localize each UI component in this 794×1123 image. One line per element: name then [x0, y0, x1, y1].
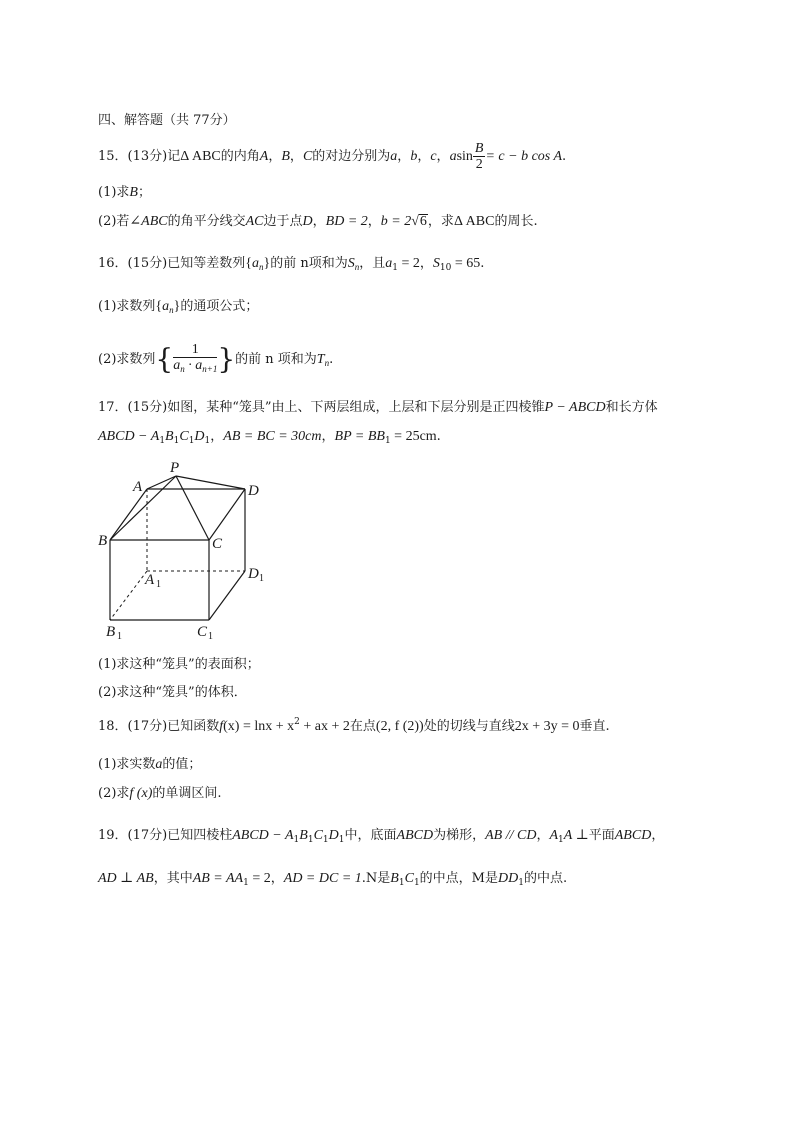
hidden-edge-A1B1 — [110, 571, 147, 620]
brace-close: } — [263, 256, 271, 271]
question-19-line-2: AD ⊥ AB，其中AB = $AA_1 = 2$，AD = DC = 1.N是$B_1C_1$的中点，M是$DD_1$的中点. — [98, 871, 568, 888]
edge-PD — [176, 476, 245, 489]
question-15: 15．(13分)记Δ ABC的内角A，B，C的对边分别为a，b，c，asin $\frac{B}{2}$ = c − b cos A. — [98, 141, 567, 172]
question-17-line-2: ABCD − $A_1B_1C_1D_1$，AB = BC = 30cm，BP = $BB_1 = 25cm$. — [98, 429, 441, 446]
label-P: P — [170, 460, 180, 476]
question-17-part-1: (1)求这种“笼具”的表面积； — [98, 657, 260, 672]
label-D1: D — [248, 566, 259, 582]
label-A1-sub: 1 — [156, 579, 161, 590]
question-15-part-1: (1)求B； — [98, 185, 151, 200]
label-A1: A — [145, 572, 155, 588]
label-C: C — [212, 536, 223, 552]
question-16-part-1: (1)求数列$\{a_n\}$的通项公式； — [98, 299, 259, 315]
fraction-reciprocal: $\frac{1}{a_n \cdot a_{n+1}}$ — [173, 342, 218, 374]
question-16: 16．(15分)已知等差数列$\{a_n\}$的前 n项和为$S_n$，且$a_1 = 2$，$S_{10} = 65$. — [98, 256, 485, 273]
question-18-part-1: (1)求实数a的值； — [98, 757, 202, 772]
edge-PC — [176, 476, 209, 540]
brace-open: { — [155, 299, 163, 314]
label-B: B — [98, 533, 108, 549]
edge-CD — [209, 489, 245, 540]
question-18-part-2: (2)求f (x)的单调区间. — [98, 786, 222, 801]
question-15-part-2: (2)若∠ABC的角平分线交AC边于点D，BD = 2，b = 2√6，求Δ ABC的周长. — [98, 214, 538, 229]
label-C1: C — [197, 624, 208, 640]
brace-close: } — [217, 342, 236, 376]
question-18: 18．(17分)已知函数$f(x) = \ln x + x^2$ + ax + 2在点(2, f (2))处的切线与直线2x + 3y = 0垂直. — [98, 717, 610, 734]
question-19: 19．(17分)已知四棱柱ABCD − $A_1B_1C_1D_1$中，底面ABCD为梯形，AB // CD，$A_1A$ ⊥平面ABCD， — [98, 828, 665, 845]
label-D: D — [248, 483, 259, 499]
label-A: A — [133, 479, 143, 495]
section-title: 四、解答题（共 77分） — [98, 113, 236, 128]
fraction-b-over-2: $\frac{B}{2}$ — [474, 141, 484, 172]
brace-open: { — [155, 342, 174, 376]
brace-open: { — [245, 256, 252, 271]
label-D1-sub: 1 — [259, 573, 264, 584]
edge-AB — [110, 489, 147, 540]
edge-PA — [147, 476, 176, 489]
cage-figure — [96, 458, 276, 644]
edge-PB — [110, 476, 176, 540]
question-16-part-2: (2)求数列{ $\frac{1}{a_n \cdot a_{n+1}}$ }的前 n 项和为$T_n$. — [98, 342, 334, 376]
question-17-part-2: (2)求这种“笼具”的体积． — [98, 685, 247, 700]
label-B1-sub: 1 — [117, 631, 122, 642]
label-C1-sub: 1 — [208, 631, 213, 642]
sqrt-sign: √ — [411, 214, 419, 229]
question-17: 17．(15分)如图，某种“笼具”由上、下两层组成，上层和下层分别是正四棱锥P − ABCD和长方体 — [98, 400, 658, 415]
label-B1: B — [106, 624, 116, 640]
brace-close: } — [173, 299, 181, 314]
edge-C1D1 — [209, 571, 245, 620]
